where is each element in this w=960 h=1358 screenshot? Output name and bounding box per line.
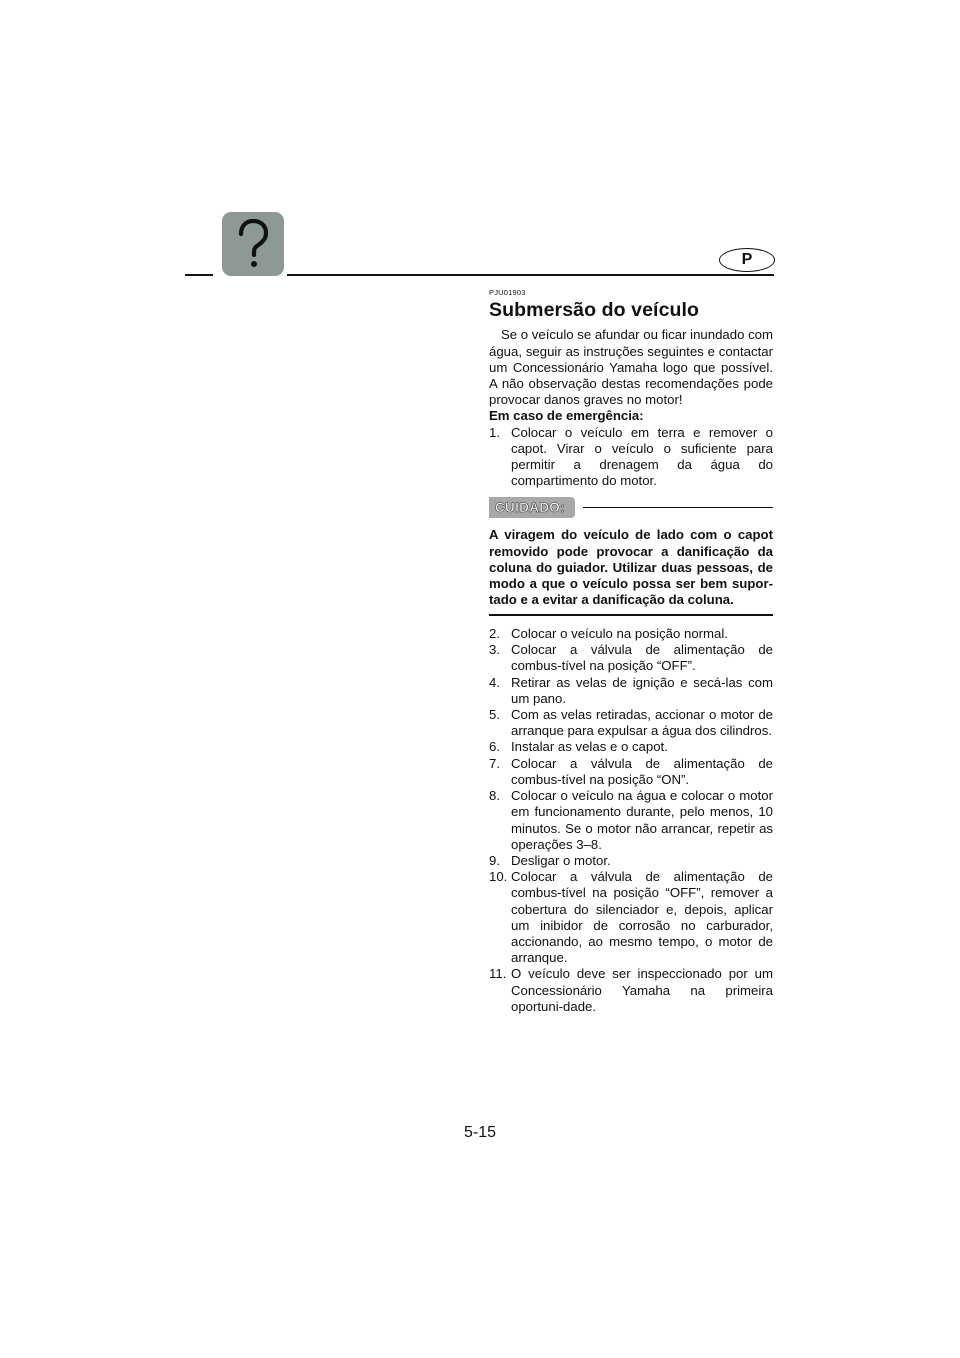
step-text: Colocar o veículo em terra e remover o capot. Virar o veículo o suficiente para permitir a drenagem da água do compartimento do motor. xyxy=(511,424,773,489)
step-number: 10. xyxy=(489,869,508,885)
steps-list-b xyxy=(489,626,773,1015)
section-code: PJU01903 xyxy=(489,288,526,297)
step-number: 7. xyxy=(489,755,500,771)
step-text: Desligar o motor. xyxy=(511,852,611,868)
caution-bottom-rule xyxy=(489,614,773,616)
page-number: 5-15 xyxy=(463,1124,497,1141)
header-rule-left xyxy=(185,274,213,276)
step-text: Colocar a válvula de alimentação de combus-tível na posição “ON”. xyxy=(511,755,773,787)
language-badge: P xyxy=(719,248,775,272)
step-text: Colocar o veículo na água e colocar o motor em funcionamento durante, pelo menos, 10 minutos. Se o motor não arrancar, repetir as operações 3–8. xyxy=(511,788,773,852)
caution-text: A viragem do veículo de lado com o capot removido pode provocar a danificação da coluna do guiador. Utilizar duas pessoas, de modo a que o veículo possa ser bem supor-tado e a evitar a danificação da coluna. xyxy=(489,527,773,608)
step-number: 11. xyxy=(489,966,507,982)
step-text: Colocar a válvula de alimentação de combus-tível na posição “OFF”, remover a cobertura do silenciador e, depois, aplicar um inibidor de corrosão no carburador, accionando, ao mesmo tempo, o motor de arranque. xyxy=(511,869,773,966)
list-item xyxy=(489,756,773,788)
list-item xyxy=(489,642,773,674)
troubleshooting-icon-box xyxy=(222,212,284,276)
caution-header xyxy=(489,495,773,519)
list-item xyxy=(489,869,773,966)
intro-paragraph: Se o veículo se afundar ou ficar inundado com água, seguir as instruções seguintes e contactar um Concessionário Yamaha logo que possível. A não observação destas recomendações pode provocar danos graves no motor! xyxy=(489,327,773,408)
step-text: Instalar as velas e o capot. xyxy=(511,739,668,755)
step-number: 1. xyxy=(489,424,500,440)
step-text: O veículo deve ser inspeccionado por um Concessionário Yamaha na primeira oportuni-dade. xyxy=(511,966,773,1014)
step-number: 8. xyxy=(489,788,500,804)
question-mark-icon xyxy=(233,219,273,269)
step-text: Retirar as velas de ignição e secá-las com um pano. xyxy=(511,674,773,706)
list-item xyxy=(489,626,773,642)
section-title: Submersão do veículo xyxy=(489,299,700,321)
emergency-heading: Em caso de emergência: xyxy=(489,408,644,424)
list-item xyxy=(489,853,773,869)
list-item xyxy=(489,425,773,490)
step-text: Colocar o veículo na posição normal. xyxy=(511,626,728,642)
list-item xyxy=(489,707,773,739)
caution-divider xyxy=(583,507,773,509)
header-rule-right xyxy=(287,274,774,276)
list-item xyxy=(489,675,773,707)
step-text: Com as velas retiradas, accionar o motor de arranque para expulsar a água dos cilindros. xyxy=(511,707,773,739)
steps-list-a xyxy=(489,425,773,490)
step-number: 4. xyxy=(489,674,500,690)
step-number: 3. xyxy=(489,642,500,658)
step-number: 6. xyxy=(489,739,500,755)
caution-block xyxy=(489,495,773,616)
section-content xyxy=(489,288,773,1015)
caution-label: CUIDADO: xyxy=(489,497,575,518)
step-number: 2. xyxy=(489,626,500,642)
step-text: Colocar a válvula de alimentação de combus-tível na posição “OFF”. xyxy=(511,642,773,674)
list-item xyxy=(489,739,773,755)
step-number: 9. xyxy=(489,852,500,868)
list-item xyxy=(489,966,773,1015)
step-number: 5. xyxy=(489,707,500,723)
list-item xyxy=(489,788,773,853)
